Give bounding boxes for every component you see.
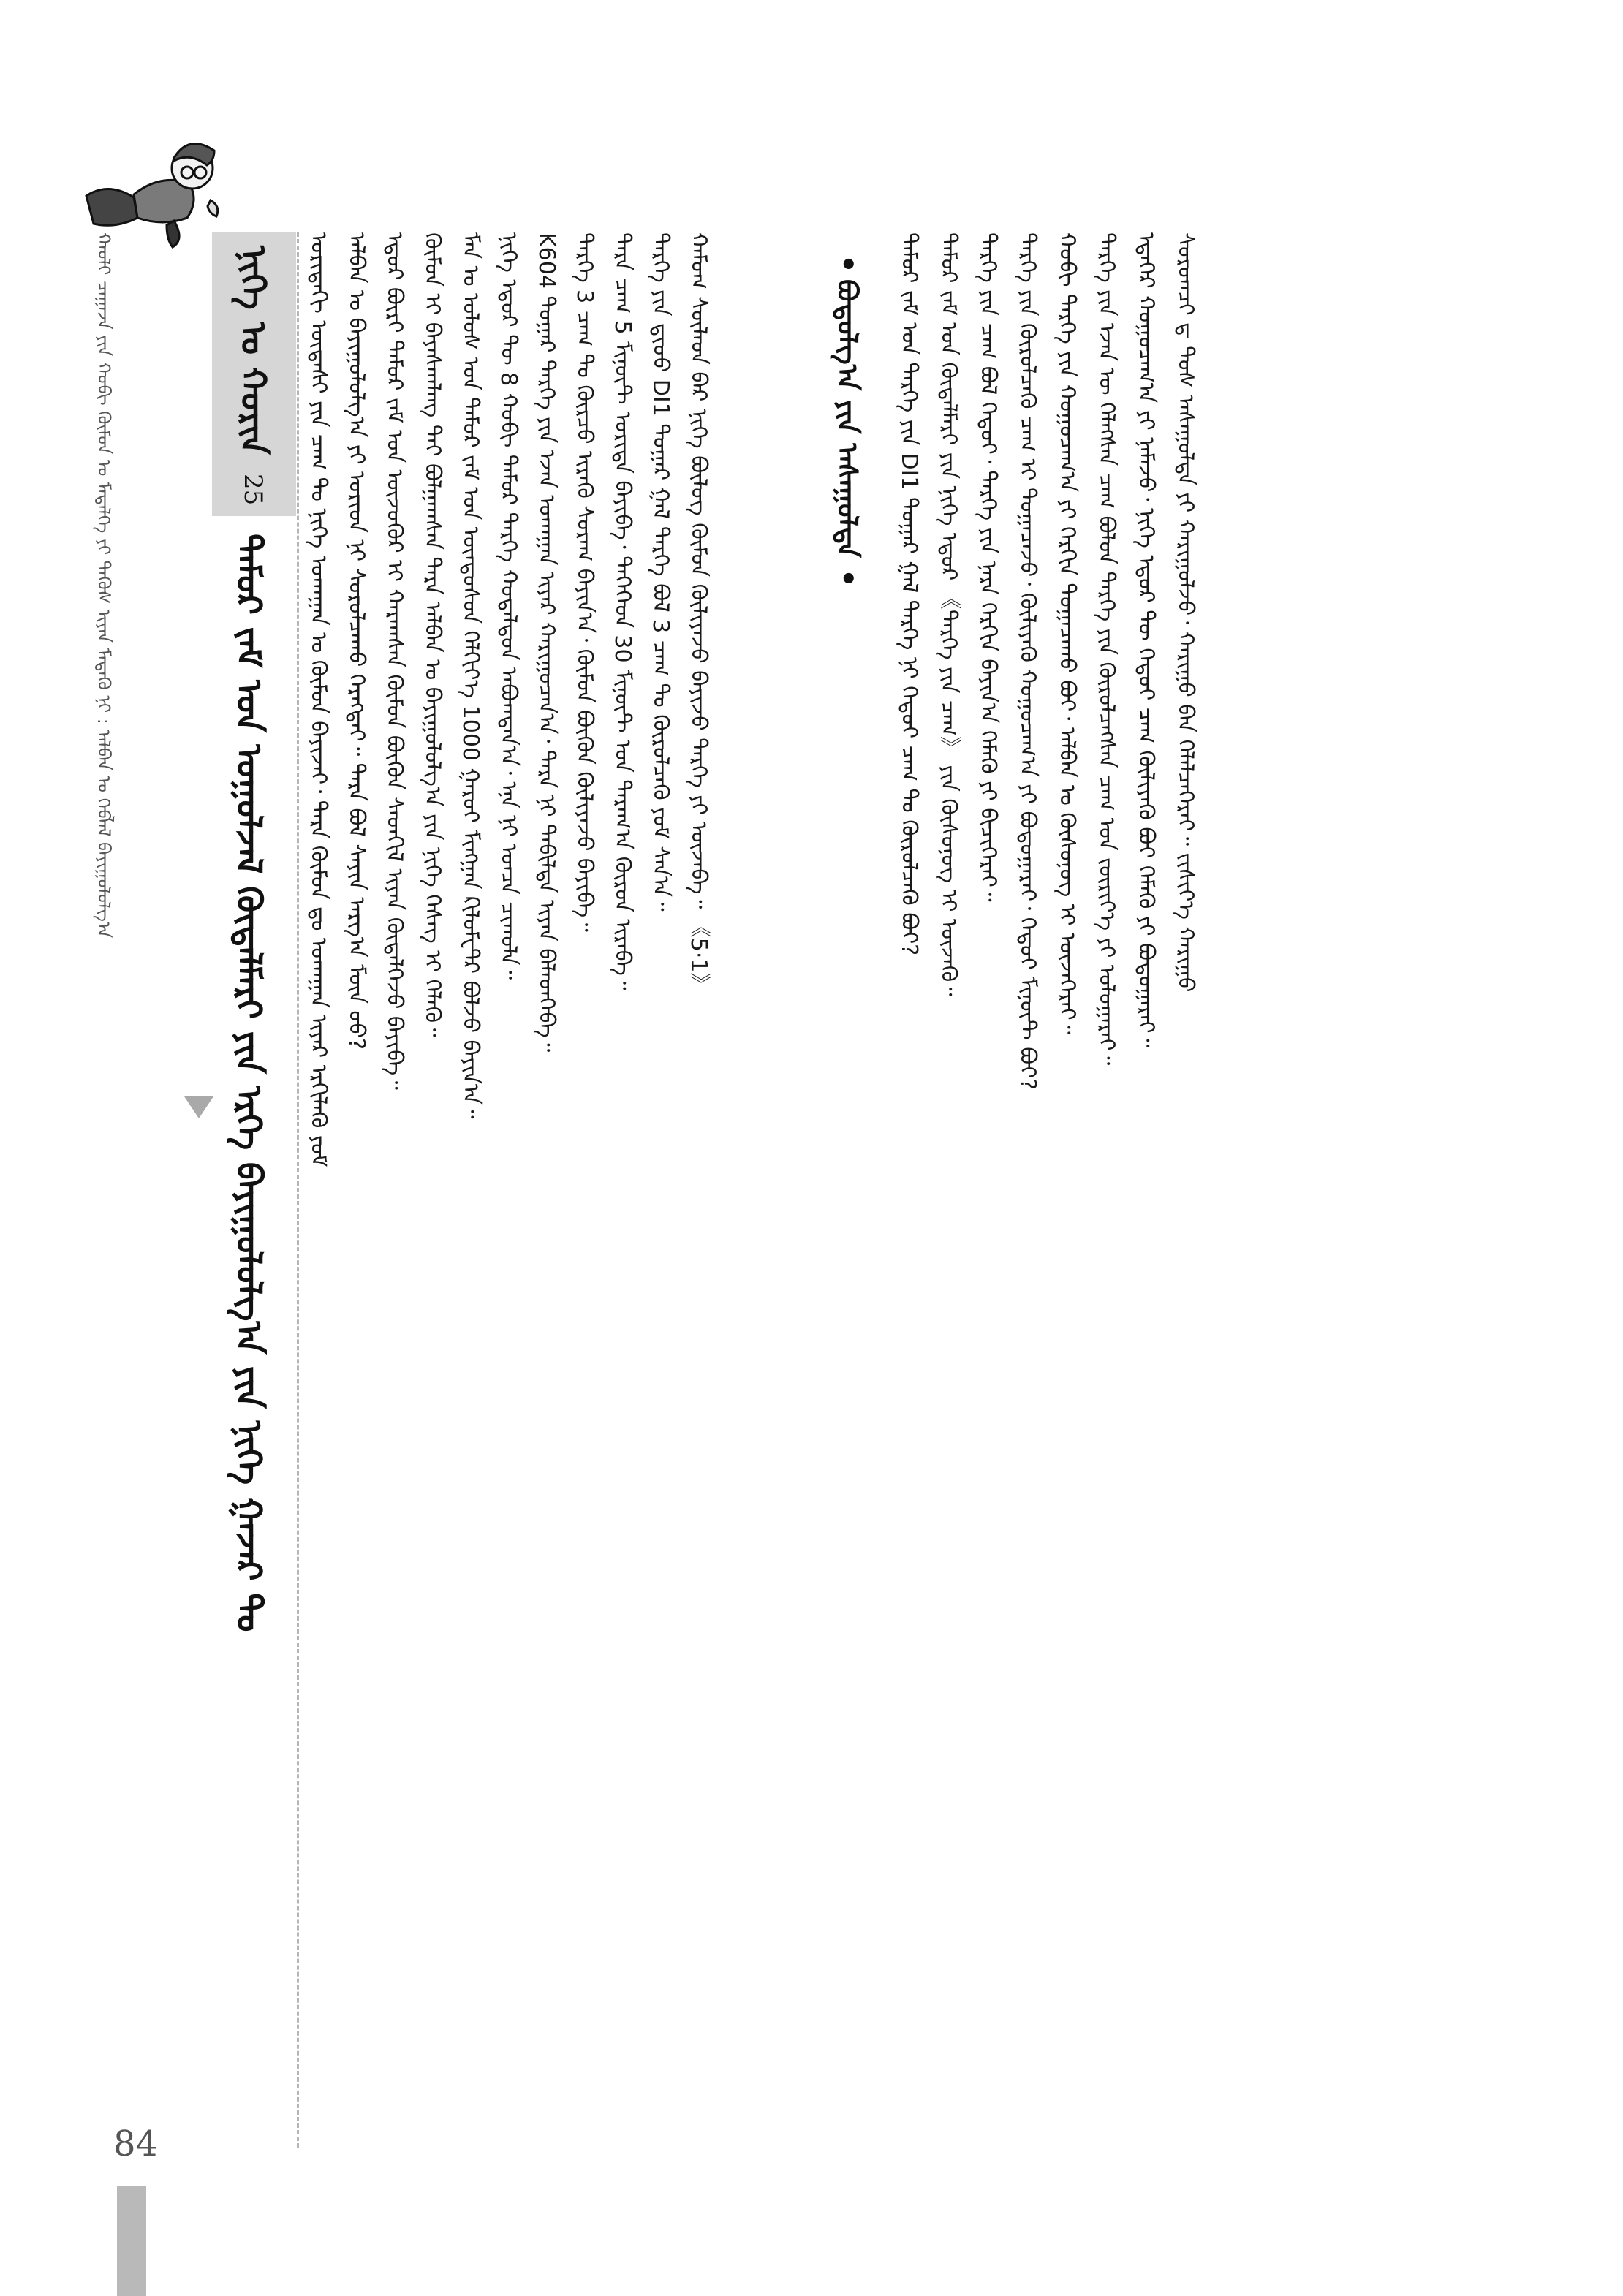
bullet-dot-icon: • (839, 563, 858, 596)
question-line: ᠲᠡᠷᠭᠡ ᠶᠢᠨ ᠴᠠᠭ ᠪᠤᠯ ᠬᠡᠳᠦᠢ᠂ ᠲᠡᠷᠭᠡ ᠶᠢᠨ ᠨᠡᠷᠡ ᠬᠡᠷᠬᠢᠨ ᠪᠠᠶᠢᠨ᠎ᠠ ᠬᠡᠮᠡᠬᠦ ᠶᠢ ᠪᠢᠴᠢᠭᠡᠷᠡᠢ᠃ (975, 232, 1001, 902)
story-line: ᠡᠳᠦᠷ ᠪᠦᠷᠢ ᠲᠡᠮᠦᠷ ᠵᠠᠮ ᠤᠨ ᠦᠵᠦᠭᠦᠷ ᠢ ᠬᠠᠷᠠᠭᠰᠠᠨ ᠬᠦᠮᠦᠨ ᠪᠦᠬᠦᠨ ᠰᠡᠳᠬᠢᠯ ᠢᠶᠡᠨ ᠬᠥᠳᠡᠯᠭᠡᠵᠦ ᠪᠠᠶᠢᠪᠠ᠃ (382, 232, 407, 1090)
page-edge-tab (117, 2186, 146, 2296)
section-number: 25 (238, 474, 268, 506)
story-line: ᠲᠡᠷᠭᠡ 3 ᠴᠠᠭ ᠲᠤ ᠬᠦᠷᠴᠦ ᠢᠷᠡᠬᠦ ᠰᠤᠷᠠᠭ ᠪᠠᠶᠢᠨ᠎ᠠ᠂ ᠬᠦᠮᠦᠨ ᠪᠦᠬᠦᠨ ᠬᠦᠯᠢᠶᠡᠵᠦ ᠪᠠᠶᠢᠪᠠ᠃ (572, 232, 597, 932)
triangle-marker-icon (184, 1096, 213, 1118)
section-title: ᠲᠡᠮᠦᠷ ᠵᠠᠮ ᠤᠨ ᠤᠭᠤᠯᠵᠠᠯ ᠬᠥᠳᠡᠯᠮᠡᠷᠢ ᠶᠢᠨ ᠡᠷᠬᠡ ᠪᠠᠶᠢᠭᠤᠯᠤᠯᠭ᠎ᠠ ᠶᠢᠨ ᠨᠢᠭᠡ ᠭᠠᠵᠠᠷ ᠲᠤ (228, 534, 269, 1632)
question-line: ᠰᠤᠷᠤᠭᠴᠢ ᠳ ᠲᠤᠰ ᠠᠰᠠᠭᠤᠯᠲᠠ ᠶᠢ ᠬᠠᠷᠢᠭᠤᠯᠵᠤ᠂ ᠬᠠᠷᠢᠭᠤ ᠪᠡᠨ ᠬᠡᠯᠡᠯᠴᠡᠭᠡᠷᠡᠢ᠃ ᠵᠢᠱᠢᠶ᠎ᠡ ᠬᠠᠷᠢᠭᠤ (1173, 232, 1198, 993)
mascot-boy-illustration (64, 130, 225, 254)
story-line: ᠠᠯᠪᠠᠨ ᠤ ᠪᠠᠶᠢᠭᠤᠯᠤᠯᠭ᠎ᠠ ᠶᠢ ᠤᠷᠢᠳ ᠨᠢ ᠰᠤᠷᠤᠯᠴᠠᠬᠤ ᠬᠡᠷᠡᠭᠲᠡᠢ᠃ ᠲᠡᠷᠡ ᠪᠤᠯ ᠰᠠᠶᠢᠨ ᠠᠷᠭ᠎ᠠ ᠮᠥᠨ ᠦᠦ? (344, 232, 369, 1050)
story-line: ᠬᠦᠮᠦᠨ ᠢ ᠪᠠᠶᠠᠰᠬᠠᠯᠠᠩ ᠲᠠᠢ ᠪᠤᠯᠭᠠᠭᠰᠠᠨ ᠲᠡᠷᠡ ᠠᠯᠪᠠᠨ ᠤ ᠪᠠᠶᠢᠭᠤᠯᠤᠯᠭ᠎ᠠ ᠶᠢᠨ ᠨᠢᠭᠡ ᠬᠡᠰᠡᠭ ᠢ ᠬᠡᠯᠡᠬᠦ᠃ (420, 232, 445, 1037)
story-line: ᠤᠷᠢᠳᠠᠬᠢ ᠦᠳᠡᠰᠢ ᠶᠢᠨ ᠴᠠᠭ ᠲᠤ ᠨᠢᠭᠡ ᠤᠬᠠᠭᠠᠨ ᠤ ᠬᠦᠮᠦᠨ ᠪᠠᠶᠢᠵᠠᠢ᠂ ᠲᠡᠷᠡ ᠬᠦᠮᠦᠨ ᠳᠤ ᠤᠬᠠᠭᠠᠨ ᠢᠶᠠᠷ ᠡᠷᠬᠢᠯᠡᠬᠦ ᠶᠤᠮ (306, 232, 331, 1167)
dashed-divider (297, 232, 299, 2148)
section-number-box (212, 232, 296, 516)
story-line: ᠲᠡᠷᠭᠡ ᠶᠢᠨ ᠳ᠋ᠢᠤᠤ DI1 ᠳᠤᠭᠠᠷ ᠭᠠᠯ ᠲᠡᠷᠭᠡ ᠪᠤᠯ 3 ᠴᠠᠭ ᠲᠤ ᠬᠦᠷᠦᠯᠴᠡᠬᠦ ᠶᠤᠮ ᠰᠠᠨ᠎ᠠ᠃ (648, 232, 673, 912)
bullet-dot-icon: • (839, 249, 858, 282)
question-line: ᠲᠡᠮᠦᠷ ᠵᠠᠮ ᠤᠨ ᠬᠥᠳᠡᠯᠮᠡᠷᠢ ᠶᠢᠨ ᠨᠢᠭᠡ ᠡᠳᠦᠷ 《ᠲᠡᠷᠭᠡ ᠶᠢᠨ ᠴᠠᠭ》 ᠶᠢᠨ ᠬᠦᠰᠦᠨᠦᠭ ᠢ ᠦᠵᠡᠬᠦ᠃ (936, 232, 961, 996)
question-line: ᠲᠡᠷᠭᠡ ᠶᠢᠨ ᠬᠦᠷᠦᠯᠴᠡᠬᠦ ᠴᠠᠭ ᠢ ᠲᠤᠭᠠᠴᠠᠵᠤ᠂ ᠬᠦᠯᠢᠶᠡᠬᠦ ᠬᠤᠭᠤᠴᠠᠭ᠎ᠠ ᠶᠢ ᠪᠤᠳᠤᠭᠠᠷᠠᠢ᠂ ᠬᠡᠳᠦᠢ ᠮᠢᠨᠦ᠋ᠲ ᠪᠤᠢ? (1015, 232, 1040, 1091)
question-section-title: ᠪᠤᠳᠤᠯᠭ᠎ᠠ ᠶᠢᠨ ᠠᠰᠠᠭᠤᠯᠲᠠ (831, 279, 863, 558)
story-line: ᠬᠠᠮᠤᠭ ᠰᠦᠯᠡᠳ ᠪᠠᠷ ᠨᠢᠭᠡ ᠪᠦᠯᠦᠭ ᠬᠦᠮᠦᠨ ᠬᠦᠯᠢᠶᠡᠵᠦ ᠪᠠᠶᠢᠵᠤ ᠲᠡᠷᠭᠡ ᠶᠢ ᠦᠵᠡᠪᠡ᠃ 《5·1》 (686, 232, 711, 995)
section-number-label: ᠨᠢᠭᠡ ᠤ ᠬᠤᠷᠢᠨ (232, 246, 273, 455)
page-number: 84 (113, 2123, 159, 2164)
story-line: K604 ᠳᠤᠭᠠᠷ ᠲᠡᠷᠭᠡ ᠶᠢᠨ ᠡᠵᠡᠨ ᠤᠬᠠᠭᠠᠨ ᠢᠶᠠᠷ ᠬᠠᠷᠢᠭᠤᠴᠠᠨ᠎ᠠ᠂ ᠲᠡᠷᠡ ᠨᠢ ᠲᠠᠪᠢᠯᠲᠠ ᠢᠶᠠᠨ ᠪᠡᠯᠡᠳᠬᠡᠪᠡ᠃ (534, 232, 559, 1053)
question-line: ᠲᠡᠮᠦᠷ ᠵᠠᠮ ᠤᠨ ᠲᠡᠷᠭᠡ ᠶᠢᠨ DI1 ᠳᠤᠭᠠᠷ ᠭᠠᠯ ᠲᠡᠷᠭᠡ ᠨᠢ ᠬᠡᠳᠦᠢ ᠴᠠᠭ ᠲᠤ ᠬᠦᠷᠦᠯᠴᠡᠬᠦ ᠪᠤᠢ? (896, 232, 922, 956)
question-line: ᠲᠡᠷᠭᠡ ᠶᠢᠨ ᠡᠵᠡᠨ ᠦ ᠬᠡᠯᠡᠭᠰᠡᠨ ᠴᠠᠭ ᠪᠤᠯᠤᠨ ᠲᠡᠷᠭᠡ ᠶᠢᠨ ᠬᠦᠷᠦᠯᠴᠡᠭᠰᠡᠨ ᠴᠠᠭ ᠤᠨ ᠵᠥᠷᠢᠶ᠎ᠡ ᠶᠢ ᠤᠯᠤᠭᠠᠷᠠᠢ᠃ (1094, 232, 1119, 1066)
question-line: ᠡᠳᠡᠭᠡᠷ ᠬᠤᠭᠤᠴᠠᠭ᠎ᠠ ᠶᠢ ᠨᠡᠮᠡᠵᠦ᠂ ᠨᠢᠭᠡ ᠡᠳᠦᠷ ᠲᠦ ᠬᠡᠳᠦᠢ ᠴᠠᠭ ᠬᠦᠯᠢᠶᠡᠬᠦ ᠪᠤᠢ ᠬᠡᠮᠡᠬᠦ ᠶᠢ ᠪᠤᠳᠤᠭᠠᠷᠠᠢ᠃ (1133, 232, 1159, 1048)
story-line: ᠲᠡᠷᠡ ᠴᠠᠭ 5 ᠮᠢᠨᠦ᠋ᠲ ᠤᠷᠢᠳᠠ ᠪᠠᠶᠢᠪᠠ᠂ ᠲᠡᠭᠡᠭᠡᠳ 30 ᠮᠢᠨᠦ᠋ᠲ ᠤᠨ ᠳᠠᠷᠠᠭ᠎ᠠ ᠬᠦᠷᠦᠨ ᠢᠷᠡᠪᠡ᠃ (610, 232, 635, 990)
story-line: ᠮᠠᠨ ᠤ ᠤᠯᠤᠰ ᠤᠨ ᠲᠡᠮᠦᠷ ᠵᠠᠮ ᠤᠨ ᠦᠨᠳᠦᠰᠦᠨ ᠬᠡᠯᠬᠢᠶ᠎ᠡ 1000 ᠭᠠᠷᠤᠢ ᠮᠢᠩᠭᠠᠨ ᠺᠢᠯᠤᠮᠧᠲᠷ ᠪᠤᠯᠵᠤ ᠪᠠᠶᠢᠨ᠎ᠠ᠃ (458, 232, 483, 1119)
question-line: ᠬᠤᠪᠢ ᠲᠡᠷᠭᠡ ᠶᠢᠨ ᠬᠤᠭᠤᠴᠠᠭ᠎ᠠ ᠶᠢ ᠬᠡᠷᠬᠢᠨ ᠲᠤᠭᠠᠴᠠᠬᠤ ᠪᠤᠢ᠂ ᠠᠯᠪᠠᠨ ᠤ ᠬᠦᠰᠦᠨᠦᠭ ᠢ ᠦᠵᠡᠭᠡᠷᠡᠢ᠃ (1054, 232, 1080, 1035)
running-header: ᠬᠠᠤᠯᠢ ᠴᠠᠭᠠᠵᠠ ᠶᠢᠨ ᠬᠤᠪᠢ ᠬᠦᠮᠦᠨ ᠤ ᠮᠡᠳᠡᠯᠭᠡ ᠶᠢ ᠲᠡᠭᠦᠰ ᠢᠶᠡᠨ ᠮᠡᠳᠡᠬᠦ ᠨᠢ : ᠠᠯᠪᠠᠨ ᠤ ᠬᠡᠪᠯᠡᠯ ᠪᠠᠶᠢᠭᠤᠯᠤᠯᠭ᠎ᠠ (94, 232, 114, 939)
story-line: ᠨᠢᠭᠡ ᠡᠳᠦᠷ ᠲᠦ 8 ᠬᠤᠪᠢ ᠲᠡᠮᠦᠷ ᠲᠡᠷᠭᠡ ᠬᠤᠳᠠᠯᠳᠤᠨ ᠠᠪᠤᠭᠳᠠᠨ᠎ᠠ᠂ ᠡᠨᠡ ᠨᠢ ᠤᠨᠴᠠ ᠴᠢᠬᠤᠯᠠ᠃ (496, 232, 521, 980)
